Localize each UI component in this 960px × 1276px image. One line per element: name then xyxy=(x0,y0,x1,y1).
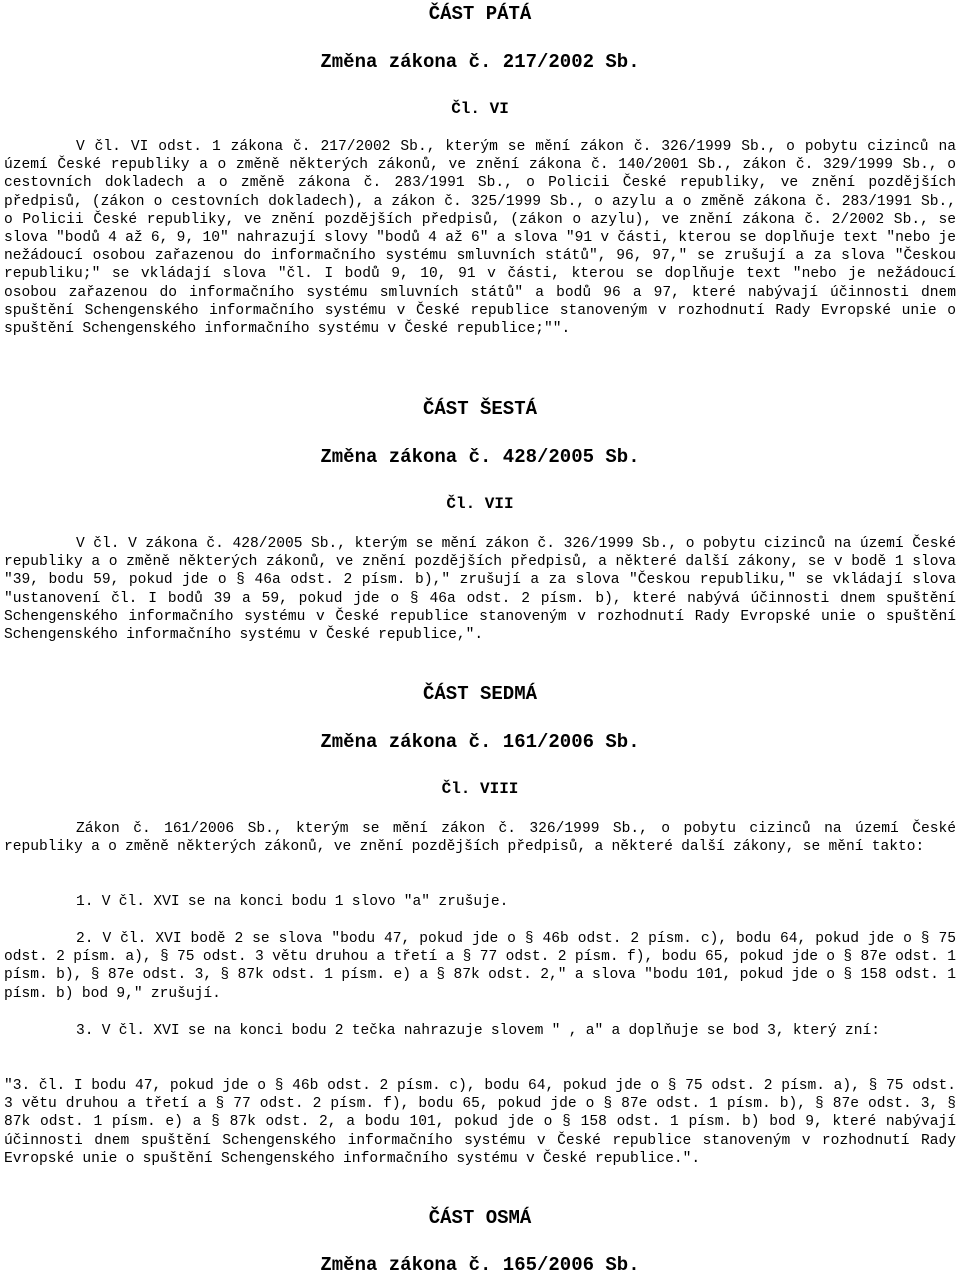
amendment-item-1: 1. V čl. XVI se na konci bodu 1 slovo "a" zrušuje. xyxy=(76,894,509,910)
part-five-heading: ČÁST PÁTÁ xyxy=(428,3,532,25)
part-seven-law-title: Změna zákona č. 161/2006 Sb. xyxy=(320,731,640,753)
part-six-law-title: Změna zákona č. 428/2005 Sb. xyxy=(320,446,640,468)
amendment-item-3: 3. V čl. XVI se na konci bodu 2 tečka nahrazuje slovem " , a" a doplňuje se bod 3, který zní: xyxy=(76,1023,880,1039)
part-five-article-number: Čl. VI xyxy=(451,100,509,118)
part-six-heading: ČÁST ŠESTÁ xyxy=(422,398,538,420)
amendment-quoted-point: "3. čl. I bodu 47, pokud jde o § 46b odst. 2 písm. c), bodu 64, pokud jde o § 75 odst. 2 písm. a), § 75 odst. 3 větu druhou a třetí a § 77 odst. 2 písm. f), bodu 65, pokud jde o § 87e odst. 1 písm. b), § 87e odst. 3, § 87k odst. 1 písm. e) a § 87k odst. 2, a bodu 101, pokud jde o § 158 odst. 1 písm. b) bod 9, které nabývají účinnosti dnem spuštění Schengenského informačního systému v České republice stanoveným v rozhodnutí Rady Evropské unie o spuštění Schengenského informačního systému v České republice.". xyxy=(4,1078,956,1167)
amendment-item-2: 2. V čl. XVI bodě 2 se slova "bodu 47, pokud jde o § 46b odst. 2 písm. c), bodu 64, pokud jde o § 75 odst. 2 písm. a), § 75 odst. 3 větu druhou a třetí a § 77 odst. 2 písm. f), bodu 65, pokud jde o § 87e odst. 1 písm. b), § 87e odst. 3, § 87k odst. 1 písm. e) a § 87k odst. 2," a slova "bodu 101, pokud jde o § 158 odst. 1 písm. b) bod 9," zrušují. xyxy=(4,931,956,1002)
part-seven-heading: ČÁST SEDMÁ xyxy=(422,683,538,705)
part-eight-law-title: Změna zákona č. 165/2006 Sb. xyxy=(320,1254,640,1276)
part-five-paragraph: V čl. VI odst. 1 zákona č. 217/2002 Sb., kterým se mění zákon č. 326/1999 Sb., o pobytu cizinců na území České republiky a o změně některých zákonů, ve znění zákona č. 140/2001 Sb., zákon č. 329/1999 Sb., o cestovních dokladech a o změně zákona č. 283/1991 Sb., o Policii České republiky, ve znění pozdějších předpisů, (zákon o cestovních dokladech), a zákon č. 325/1999 Sb., o azylu a o změně zákona č. 283/1991 Sb., o Policii České republiky, ve znění pozdějších předpisů, (zákon o azylu), ve znění zákona č. 2/2002 Sb., se slova "bodů 4 až 6, 9, 10" nahrazují slovy "bodů 4 až 6" a slova "91 v části, kterou se doplňuje text "nebo je nežádoucí osobou zařazenou do informačního systému smluvních států", 96, 97," se zrušují a za slova "Českou republiku;" se vkládají slova "čl. I bodů 9, 10, 91 v části, kterou se doplňuje text "nebo je nežádoucí osobou zařazenou do informačního systému smluvních států" a bodů 96 a 97, které nabývají účinnosti dnem spuštění Schengenského informačního systému v České republice stanoveným v rozhodnutí Rady Evropské unie o spuštění Schengenského informačního systému v České republice;"". xyxy=(4,139,956,338)
part-six-paragraph: V čl. V zákona č. 428/2005 Sb., kterým se mění zákon č. 326/1999 Sb., o pobytu cizinců na území České republiky a o změně některých zákonů, ve znění pozdějších předpisů, a některé další zákony, se v bodě 1 slova "39, bodu 59, pokud jde o § 46a odst. 2 písm. b)," zrušují a za slova "Českou republiku," se vkládají slova "ustanovení čl. I bodů 39 a 59, pokud jde o § 46a odst. 2 písm. b), které nabývá účinnosti dnem spuštění Schengenského informačního systému v České republice stanoveným v rozhodnutí Rady Evropské unie o spuštění Schengenského informačního systému v České republice,". xyxy=(4,536,956,644)
part-seven-intro: Zákon č. 161/2006 Sb., kterým se mění zákon č. 326/1999 Sb., o pobytu cizinců na území České republiky a o změně některých zákonů, ve znění pozdějších předpisů, a některé další zákony, se mění takto: xyxy=(4,821,956,856)
part-seven-article-number: Čl. VIII xyxy=(441,780,519,798)
part-five-law-title: Změna zákona č. 217/2002 Sb. xyxy=(320,51,640,73)
part-six-article-number: Čl. VII xyxy=(446,495,514,513)
part-eight-heading: ČÁST OSMÁ xyxy=(428,1207,532,1229)
